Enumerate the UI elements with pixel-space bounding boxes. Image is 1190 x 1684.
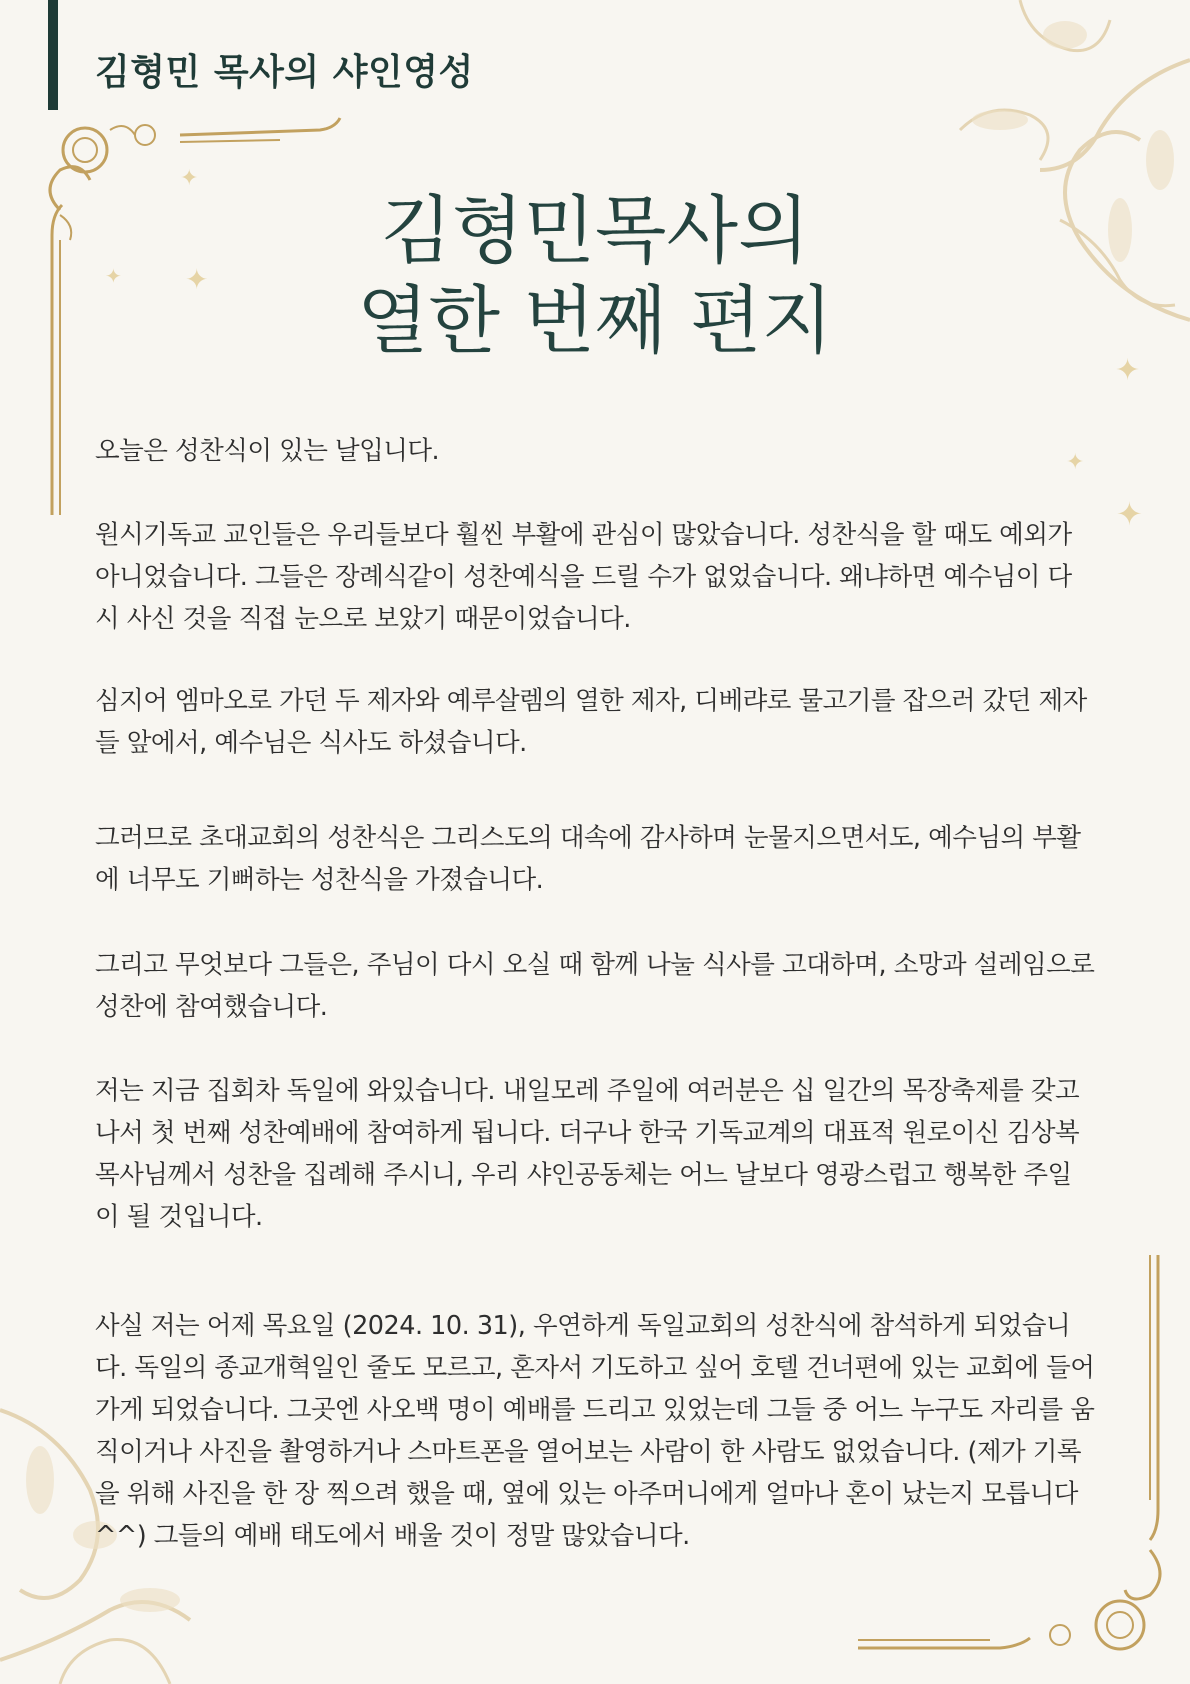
body-paragraph: 그러므로 초대교회의 성찬식은 그리스도의 대속에 감사하며 눈물지으면서도, 예수님의 부활에 너무도 기뻐하는 성찬식을 가졌습니다. <box>95 823 1081 895</box>
sparkle-icon: ✦ <box>105 264 122 288</box>
sparkle-icon: ✦ <box>1066 450 1085 475</box>
header-series-title: 김형민 목사의 샤인영성 <box>95 52 474 93</box>
sparkle-icon: ✦ <box>1116 495 1143 533</box>
body-paragraph: 심지어 엠마오로 가던 두 제자와 예루살렘의 열한 제자, 디베랴로 물고기를 잡으러 갔던 제자들 앞에서, 예수님은 식사도 하셨습니다. <box>95 686 1087 758</box>
sparkle-icon: ✦ <box>1115 353 1141 388</box>
body-paragraph: 원시기독교 교인들은 우리들보다 훨씬 부활에 관심이 많았습니다. 성찬식을 할 때도 예외가 아니었습니다. 그들은 장례식같이 성찬예식을 드릴 수가 없었습니다. 왜냐하면 예수님이 다시 사신 것을 직접 눈으로 보았기 때문이었습니다. <box>95 520 1072 634</box>
body-paragraph: 오늘은 성찬식이 있는 날입니다. <box>95 436 440 466</box>
body-paragraph: 사실 저는 어제 목요일 (2024. 10. 31), 우연하게 독일교회의 성찬식에 참석하게 되었습니다. 독일의 종교개혁일인 줄도 모르고, 혼자서 기도하고 싶어 호텔 건너편에 있는 교회에 들어가게 되었습니다. 그곳엔 사오백 명이 예배를 드리고 있었는데 그들 중 어느 누구도 자리를 움직이거나 사진을 촬영하거나 스마트폰을 열어보는 사람이 한 사람도 없었습니다. (제가 기록을 위해 사진을 한 장 찍으려 했을 때, 옆에 있는 아주머니에게 얼마나 혼이 났는지 모릅니다^^) 그들의 예배 태도에서 배울 것이 정말 많았습니다. <box>95 1311 1095 1551</box>
sparkle-icon: ✦ <box>180 166 199 191</box>
letter-title-line-1: 김형민목사의 <box>380 188 810 274</box>
body-paragraph: 저는 지금 집회차 독일에 와있습니다. 내일모레 주일에 여러분은 십 일간의 목장축제를 갖고 나서 첫 번째 성찬예배에 참여하게 됩니다. 더구나 한국 기독교계의 대표적 원로이신 김상복 목사님께서 성찬을 집례해 주시니, 우리 샤인공동체는 어느 날보다 영광스럽고 행복한 주일이 될 것입니다. <box>95 1076 1080 1232</box>
body-paragraph: 그리고 무엇보다 그들은, 주님이 다시 오실 때 함께 나눌 식사를 고대하며, 소망과 설레임으로 성찬에 참여했습니다. <box>95 950 1095 1022</box>
sparkle-icon: ✦ <box>185 263 209 296</box>
header-accent-bar <box>48 0 58 110</box>
letter-title-line-2: 열한 번째 편지 <box>357 278 833 364</box>
